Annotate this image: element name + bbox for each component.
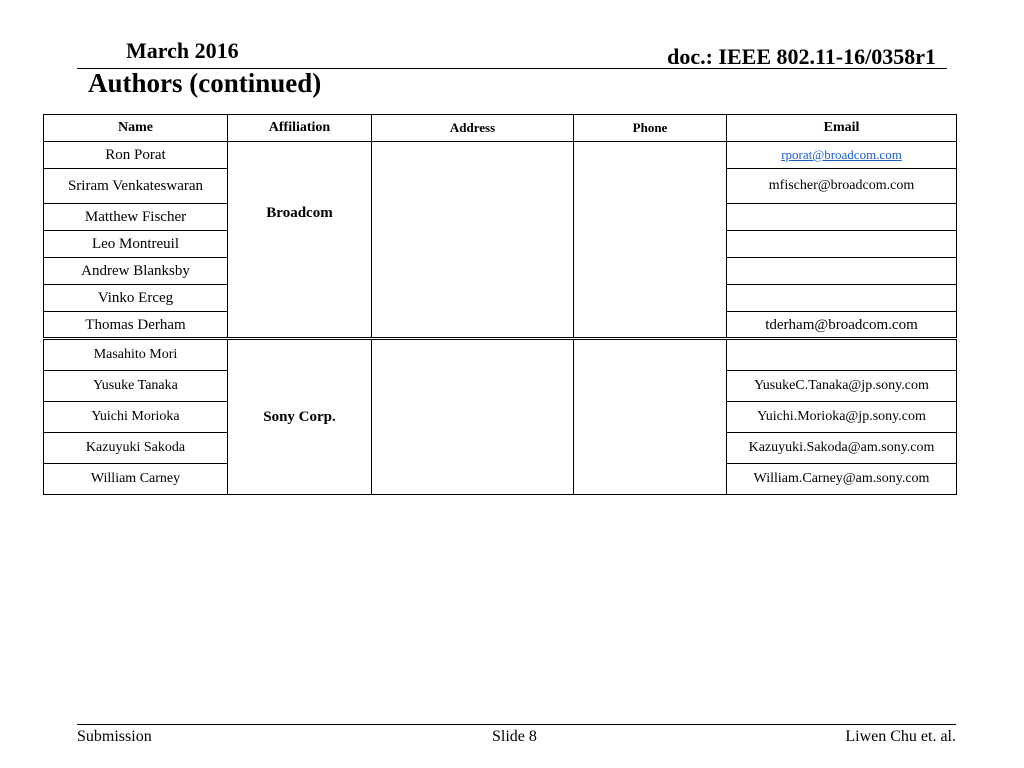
email-link[interactable]: rporat@broadcom.com	[781, 147, 902, 162]
author-email	[727, 258, 957, 285]
address-cell	[372, 340, 574, 495]
footer-slide-number: Slide 8	[492, 728, 537, 745]
author-email: tderham@broadcom.com	[727, 312, 957, 338]
column-header-phone: Phone	[574, 115, 727, 142]
table-row	[44, 340, 957, 371]
author-email: William.Carney@am.sony.com	[727, 464, 957, 495]
address-cell	[372, 142, 574, 338]
author-email: YusukeC.Tanaka@jp.sony.com	[727, 371, 957, 402]
table-row	[44, 142, 957, 169]
author-name: Masahito Mori	[44, 340, 228, 371]
author-name: Sriram Venkateswaran	[44, 169, 228, 204]
author-name: Yusuke Tanaka	[44, 371, 228, 402]
phone-cell	[574, 142, 727, 338]
author-name: Leo Montreuil	[44, 231, 228, 258]
slide-title: Authors (continued)	[88, 68, 322, 98]
author-name: Ron Porat	[44, 142, 228, 169]
author-email	[727, 231, 957, 258]
phone-cell	[574, 340, 727, 495]
author-email	[727, 204, 957, 231]
author-name: William Carney	[44, 464, 228, 495]
footer-submission: Submission	[77, 728, 152, 745]
authors-table-broadcom	[43, 114, 957, 338]
author-name: Matthew Fischer	[44, 204, 228, 231]
column-header-name: Name	[44, 115, 228, 142]
author-email	[727, 142, 957, 169]
author-name: Yuichi Morioka	[44, 402, 228, 433]
author-email: Kazuyuki.Sakoda@am.sony.com	[727, 433, 957, 464]
affiliation-cell: Sony Corp.	[228, 340, 372, 495]
footer-divider	[77, 724, 956, 725]
header-date: March 2016	[126, 38, 239, 63]
author-name: Kazuyuki Sakoda	[44, 433, 228, 464]
author-name: Vinko Erceg	[44, 285, 228, 312]
affiliation-cell: Broadcom	[228, 142, 372, 338]
column-header-address: Address	[372, 115, 574, 142]
author-name: Andrew Blanksby	[44, 258, 228, 285]
author-email	[727, 340, 957, 371]
column-header-affiliation: Affiliation	[228, 115, 372, 142]
column-header-email: Email	[727, 115, 957, 142]
footer-authors: Liwen Chu et. al.	[845, 728, 956, 745]
author-email: mfischer@broadcom.com	[727, 169, 957, 204]
author-name: Thomas Derham	[44, 312, 228, 338]
authors-table-sony	[43, 339, 957, 495]
table-header-row	[44, 115, 957, 142]
author-email: Yuichi.Morioka@jp.sony.com	[727, 402, 957, 433]
author-email	[727, 285, 957, 312]
header-doc-id: doc.: IEEE 802.11-16/0358r1	[667, 44, 936, 69]
